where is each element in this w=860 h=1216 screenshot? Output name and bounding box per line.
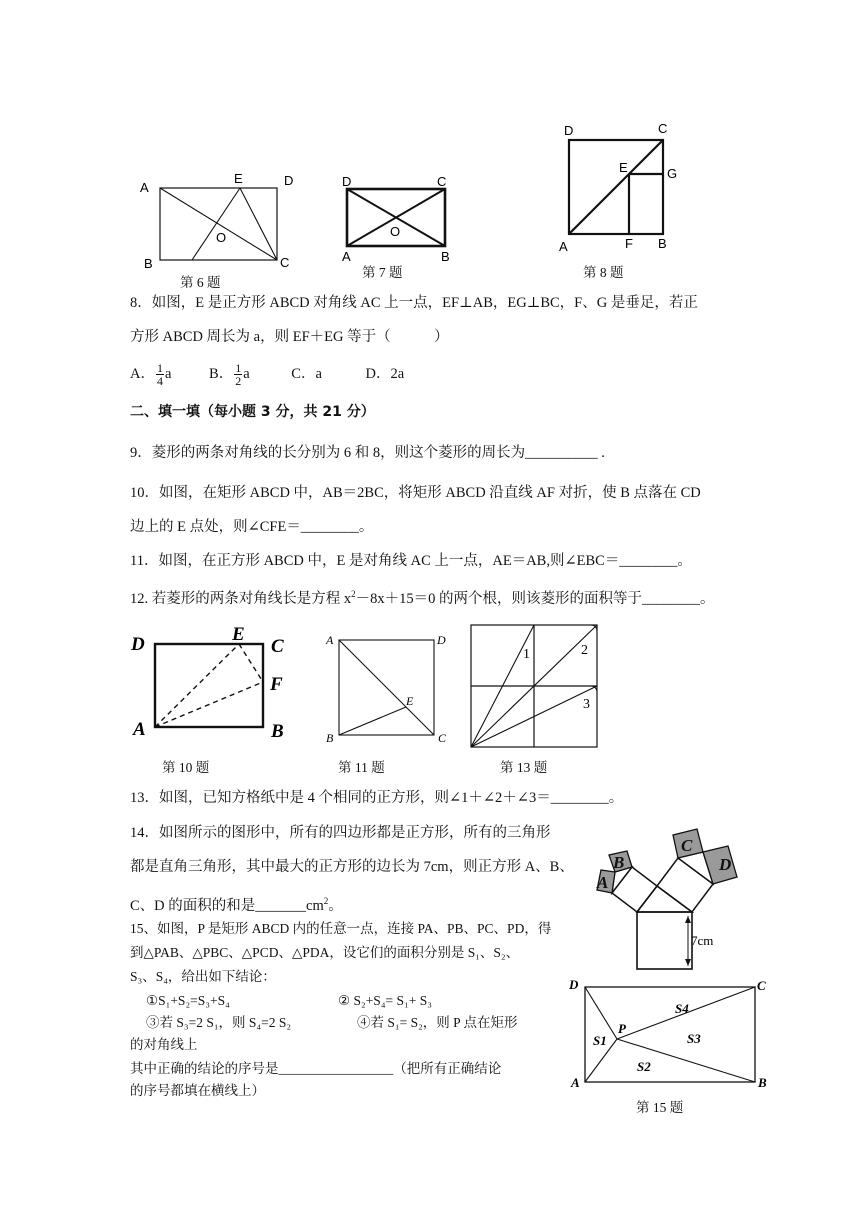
section-2-heading: 二、填一填（每小题 3 分，共 21 分） (130, 404, 375, 420)
fig11-label-a: A (326, 633, 334, 647)
fig13-angle-3: 3 (583, 697, 590, 712)
figure-6 (130, 168, 300, 268)
q15-conclusion-2: ② S₂+S₄= S₁+ S₃ (338, 993, 432, 1008)
fig15-caption: 第 15 题 (636, 1100, 684, 1115)
fig6-label-d: D (284, 173, 294, 188)
fig6-label-a: A (140, 180, 149, 195)
figure-10 (125, 620, 305, 745)
figure-7 (336, 170, 466, 265)
fig10-caption: 第 10 题 (162, 760, 210, 775)
fig7-label-c: C (437, 174, 447, 189)
q8-option-b: B． $\frac{1}{2}$ a (209, 361, 250, 389)
fig10-label-f: F (270, 674, 283, 695)
fig14-label-a: A (597, 873, 609, 892)
fig11-caption: 第 11 题 (338, 760, 385, 775)
q10-line1: 10．如图，在矩形 ABCD 中，AB＝2BC，将矩形 ABCD 沿直线 AF 对折，使 B 点落在 CD (130, 485, 701, 501)
fig6-label-o: O (216, 230, 227, 245)
fig14-label-b: B (613, 853, 625, 872)
q15-conclusion-1: ①S₁+S₂=S₃+S₄ (146, 993, 230, 1008)
fig8-label-c: C (658, 121, 668, 136)
q15-conclusion-3: ③若 S₃=2 S₁，则 S₄=2 S₂ (146, 1015, 292, 1030)
q14-line3: C、D 的面积的和是$\_\_\_\_\_\_\_cm^2$。 (130, 896, 343, 914)
fig8-caption: 第 8 题 (583, 265, 624, 280)
fig7-caption: 第 7 题 (362, 265, 403, 280)
q8-option-c: C．a (291, 366, 322, 382)
fig11-label-b: B (326, 731, 334, 745)
figure-13 (466, 622, 602, 750)
fig11-label-d: D (437, 633, 446, 647)
fig15-label-b: B (758, 1075, 767, 1090)
fig7-label-a: A (342, 249, 351, 264)
fig8-label-a: A (559, 239, 568, 254)
fig8-label-f: F (625, 236, 633, 251)
fig15-label-p: P (618, 1021, 626, 1036)
fig15-label-s1: S1 (593, 1033, 607, 1048)
figure-15 (565, 975, 775, 1090)
q12-text: 12. 若菱形的两条对角线长是方程 $x^2-8x+15=0$ 的两个根，则该菱形的面积等于________。 (130, 589, 715, 607)
fig6-label-c: C (280, 255, 290, 268)
q14-line1: 14．如图所示的图形中，所有的四边形都是正方形，所有的三角形 (130, 825, 551, 841)
fig6-label-e: E (234, 171, 243, 186)
fig14-label-d: D (719, 855, 732, 874)
fig15-label-s2: S2 (637, 1059, 651, 1074)
fig11-label-e: E (406, 694, 414, 708)
q8-options (130, 357, 404, 391)
q9-text: 9．菱形的两条对角线的长分别为 6 和 8，则这个菱形的周长为__________ . (130, 445, 605, 461)
fig13-angle-1: 1 (523, 647, 530, 662)
q15-line2: 到△PAB、△PBC、△PCD、△PDA，设它们的面积分别是 S₁、S₂、 (130, 945, 520, 960)
fig15-label-d: D (569, 977, 579, 992)
q13-text: 13．如图，已知方格纸中是 4 个相同的正方形，则∠1＋∠2＋∠3＝________。 (130, 790, 624, 806)
fig10-label-b: B (271, 721, 284, 742)
q15-conclusion-4b: 的对角线上 (130, 1037, 198, 1052)
q8-line1: 8．如图，E 是正方形 ABCD 对角线 AC 上一点，EF⊥AB，EG⊥BC，F、G 是垂足，若正 (130, 295, 698, 311)
fig11-label-c: C (438, 731, 447, 745)
fig15-label-a: A (571, 1075, 580, 1090)
fig7-label-o: O (390, 224, 401, 239)
q15-line1: 15、如图，P 是矩形 ABCD 内的任意一点，连接 PA、PB、PC、PD，得 (130, 921, 552, 936)
q15-end-line: 的序号都填在横线上） (130, 1083, 265, 1098)
q15-conclusion-4: ④若 S₁= S₂，则 P 点在矩形 (357, 1015, 518, 1030)
q8-option-d: D．2a (365, 366, 405, 382)
q15-answer-line: 其中正确的结论的序号是_________________（把所有正确结论 (130, 1061, 502, 1076)
fig14-label-c: C (681, 836, 693, 855)
fig7-label-b: B (441, 249, 450, 264)
q15-line3: S₃、S₄，给出如下结论： (130, 969, 276, 984)
figure-14 (585, 824, 760, 974)
fig10-label-d: D (131, 634, 145, 655)
q8-line2: 方形 ABCD 周长为 a，则 EF＋EG 等于（ ） (130, 329, 449, 345)
fig8-label-e: E (619, 160, 628, 175)
fig13-caption: 第 13 题 (500, 760, 548, 775)
fig6-label-b: B (144, 256, 153, 268)
q10-line2: 边上的 E 点处，则∠CFE＝________。 (130, 519, 374, 535)
fig10-label-c: C (271, 636, 284, 657)
fig8-label-d: D (564, 123, 574, 138)
fig8-label-g: G (667, 166, 678, 181)
fig6-caption: 第 6 题 (180, 275, 221, 290)
q11-text: 11．如图，在正方形 ABCD 中，E 是对角线 AC 上一点，AE＝AB,则∠EBC＝________。 (130, 553, 692, 569)
fig7-label-d: D (342, 174, 352, 189)
q8-option-a: A． $\frac{1}{4}$ a (130, 361, 172, 389)
figure-11 (322, 628, 452, 748)
fig8-label-b: B (658, 236, 667, 251)
fig10-label-a: A (133, 719, 146, 740)
fig13-angle-2: 2 (581, 643, 588, 658)
q14-line2: 都是直角三角形，其中最大的正方形的边长为 7cm，则正方形 A、B、 (130, 859, 574, 875)
fig15-label-s4: S4 (675, 1001, 689, 1016)
fig15-label-c: C (757, 978, 766, 993)
fig15-label-s3: S3 (687, 1031, 701, 1046)
fig14-length-label: 7cm (691, 933, 714, 948)
figure-8 (555, 120, 685, 260)
fig10-label-e: E (232, 624, 245, 645)
